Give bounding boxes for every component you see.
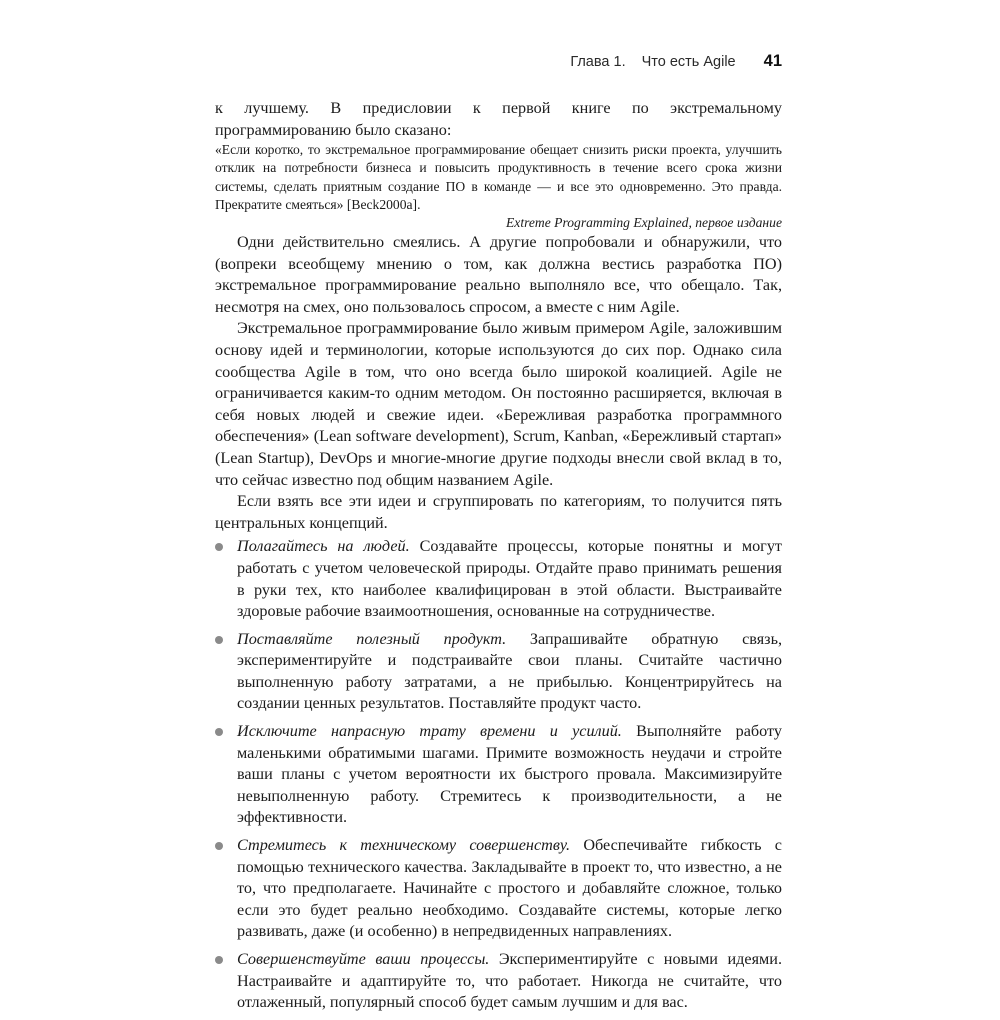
list-item (215, 835, 782, 943)
list-item-lead: Полагайтесь на людей. (237, 537, 410, 556)
list-item-text: Создавайте процессы, которые понятны и могут работать с учетом человеческой природы. Отдайте право принимать решения в руки тех, кто наиболее квалифицирован в этой области. Выстраивайте здоровые рабочие взаимоотношения, основанные на сотрудничестве. (237, 537, 782, 621)
bullet-dot-icon (215, 728, 223, 736)
paragraph: Если взять все эти идеи и сгруппировать по категориям, то получится пять центральных концепций. (215, 492, 782, 532)
body-text (215, 98, 782, 1020)
chapter-label: Глава 1. (570, 54, 626, 70)
list-item (215, 536, 782, 622)
list-item-lead: Совершенствуйте ваши процессы. (237, 950, 490, 968)
epigraph-quote: «Если коротко, то экстремальное программирование обещает снизить риски проекта, улучшить отклик на потребности бизнеса и повысить продуктивность в течение всего срока жизни системы, сделать приятным создание ПО в команде — и все это одновременно. Это правда. Прекратите смеяться» [Beck2000a]. (215, 142, 782, 212)
list-item (215, 721, 782, 829)
quote-source: Extreme Programming Explained, первое издание (505, 215, 782, 230)
list-item-lead: Исключите напрасную трату времени и усилий. (237, 722, 622, 741)
list-item-text: Обеспечивайте гибкость с помощью технического качества. Закладывайте в проект то, что известно, а не то, что предполагаете. Начинайте с простого и добавляйте сложное, только если это будет реально необходимо. Создавайте системы, которые легко развивать, даже (и особенно) в непредвиденных направлениях. (237, 836, 782, 941)
paragraph-continuation: к лучшему. В предисловии к первой книге по экстремальному программированию было сказано: (215, 99, 782, 139)
list-item-lead: Стремитесь к техническому совершенству. (237, 836, 571, 855)
list-item (215, 949, 782, 1014)
bullet-dot-icon (215, 636, 223, 644)
bullet-dot-icon (215, 956, 223, 964)
paragraph: Одни действительно смеялись. А другие попробовали и обнаружили, что (вопреки всеобщему мнению о том, как должна вестись разработка ПО) экстремальное программирование реально выполняло все, что обещало. Так, несмотря на смех, оно пользовалось спросом, а вместе с ним Agile. (215, 233, 782, 316)
running-header (570, 52, 782, 71)
list-item-text: Запрашивайте обратную связь, экспериментируйте и подстраивайте свои планы. Считайте частично выполненную работу затратами, а не прибылью. Концентрируйтесь на создании ценных результатов. Поставляйте продукт часто. (237, 629, 783, 713)
list-item-lead: Поставляйте полезный продукт. (237, 629, 507, 648)
page-number: 41 (763, 52, 782, 70)
chapter-title: Что есть Agile (641, 54, 736, 70)
list-item-text: Экспериментируйте с новыми идеями. Настраивайте и адаптируйте то, что работает. Никогда не считайте, что отлаженный, популярный способ будет самым лучшим и для вас. (237, 950, 782, 1012)
bullet-dot-icon (215, 842, 223, 850)
list-item-text: Выполняйте работу маленькими обратимыми шагами. Примите возможность неудачи и стройте ваши планы с учетом вероятности их быстрого провала. Максимизируйте невыполненную работу. Стремитесь к производительности, а не эффективности. (237, 722, 782, 827)
list-item (215, 629, 782, 715)
paragraph: Экстремальное программирование было живым примером Agile, заложившим основу идей и терминологии, которые используются до сих пор. Однако сила сообщества Agile в том, что оно всегда было широкой коалицией. Agile не ограничивается каким-то одним методом. Он постоянно расширяется, включая в себя новых людей и свежие идеи. «Бережливая разработка программного обеспечения» (Lean software development), Scrum, Kanban, «Бережливый стартап» (Lean Startup), DevOps и многие-многие другие подходы внесли свой вклад в то, что сейчас известно под общим названием Agile. (215, 319, 782, 489)
concepts-list (215, 536, 782, 1013)
bullet-dot-icon (215, 543, 223, 551)
